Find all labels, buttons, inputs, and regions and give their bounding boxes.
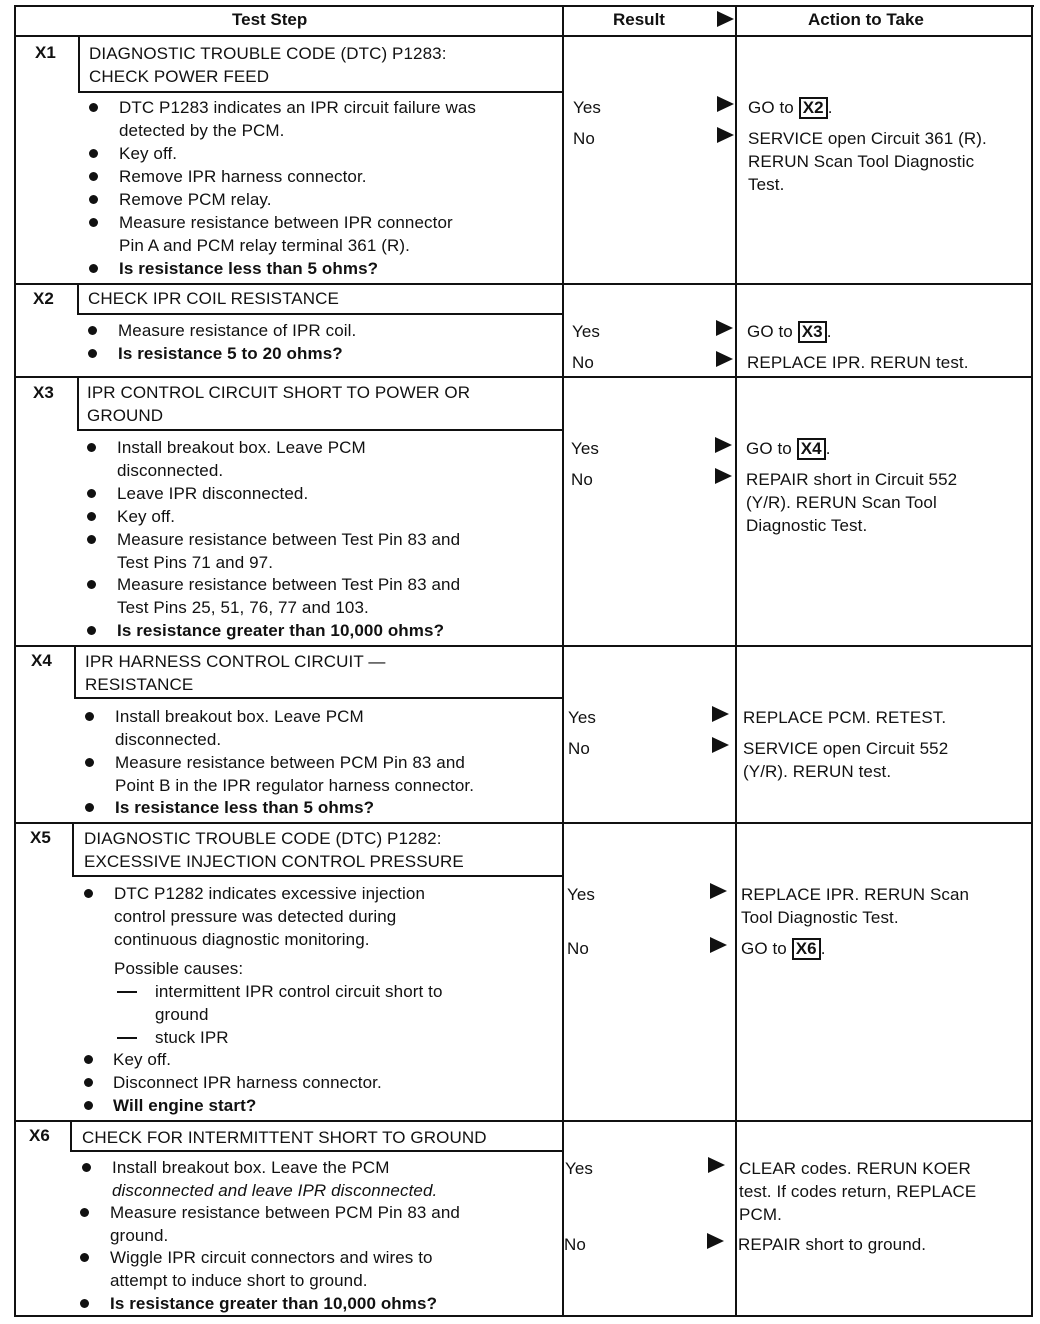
x2-code-sep: [77, 283, 79, 315]
bullet-icon: [85, 712, 94, 721]
border-top: [14, 5, 1034, 7]
action-yes: test. If codes return, REPLACE: [739, 1182, 977, 1201]
step-instruction: Install breakout box. Leave the PCM: [112, 1158, 390, 1177]
bullet-icon: [87, 580, 96, 589]
step-instruction: detected by the PCM.: [119, 121, 285, 140]
header-arrow-icon: [717, 11, 734, 27]
arrow-icon: [710, 883, 727, 899]
header-rule: [14, 35, 1033, 37]
step-title-line: CHECK IPR COIL RESISTANCE: [88, 289, 339, 308]
dash-icon: [117, 991, 137, 993]
result-yes: Yes: [565, 1159, 594, 1178]
step-code: X3: [33, 383, 54, 402]
x6-code-sep: [70, 1120, 72, 1152]
arrow-icon: [715, 437, 732, 453]
action-yes: REPLACE PCM. RETEST.: [743, 708, 947, 727]
step-instruction: Measure resistance between Test Pin 83 and: [117, 530, 461, 549]
action-yes: PCM.: [739, 1205, 782, 1224]
step-instruction: DTC P1282 indicates excessive injection: [114, 884, 425, 903]
causes-label: Possible causes:: [114, 959, 244, 978]
step-question: Is resistance less than 5 ohms?: [115, 798, 375, 817]
step-instruction: Key off.: [117, 507, 176, 526]
bullet-icon: [89, 264, 98, 273]
action-no: REPAIR short to ground.: [738, 1235, 927, 1254]
x3-code-sep: [77, 376, 79, 431]
step-code: X1: [35, 43, 56, 62]
step-instruction: Measure resistance between Test Pin 83 and: [117, 575, 461, 594]
step-code: X4: [31, 651, 52, 670]
action-no: RERUN Scan Tool Diagnostic: [748, 152, 975, 171]
step-instruction: continuous diagnostic monitoring.: [114, 930, 370, 949]
step-instruction: disconnected.: [115, 730, 222, 749]
arrow-icon: [715, 468, 732, 484]
header-result: Result: [613, 10, 665, 29]
result-no: No: [568, 739, 590, 758]
bullet-icon: [80, 1299, 89, 1308]
bullet-icon: [89, 172, 98, 181]
result-yes: Yes: [567, 885, 596, 904]
step-instruction: disconnected.: [117, 461, 224, 480]
step-code: X5: [30, 828, 51, 847]
bullet-icon: [87, 535, 96, 544]
step-instruction: Measure resistance between PCM Pin 83 and: [110, 1203, 460, 1222]
step-question: Will engine start?: [113, 1096, 257, 1115]
action-yes: Tool Diagnostic Test.: [741, 908, 899, 927]
border-bottom: [14, 1315, 1033, 1317]
step-instruction: attempt to induce short to ground.: [110, 1271, 368, 1290]
arrow-icon: [716, 320, 733, 336]
sep-x6: [14, 1120, 1033, 1122]
result-yes: Yes: [568, 708, 597, 727]
x2-title-rule: [77, 313, 564, 315]
step-title-line: IPR HARNESS CONTROL CIRCUIT —: [85, 652, 386, 671]
sep-x4: [14, 645, 1033, 647]
bullet-icon: [89, 149, 98, 158]
step-code: X2: [33, 289, 54, 308]
sep-x3: [14, 376, 1033, 378]
bullet-icon: [85, 758, 94, 767]
step-title-line: DIAGNOSTIC TROUBLE CODE (DTC) P1283:: [89, 44, 447, 63]
step-instruction: DTC P1283 indicates an IPR circuit failure was: [119, 98, 477, 117]
arrow-icon: [707, 1233, 724, 1249]
dash-icon: [117, 1037, 137, 1039]
step-instruction: Wiggle IPR circuit connectors and wires to: [110, 1248, 433, 1267]
x6-title-rule: [70, 1150, 564, 1152]
x4-code-sep: [74, 645, 76, 699]
action-no: (Y/R). RERUN Scan Tool: [746, 493, 937, 512]
sep-x2: [14, 283, 1033, 285]
action-no: Diagnostic Test.: [746, 516, 868, 535]
bullet-icon: [88, 349, 97, 358]
step-title-line: DIAGNOSTIC TROUBLE CODE (DTC) P1282:: [84, 829, 442, 848]
step-instruction: Remove IPR harness connector.: [119, 167, 367, 186]
action-yes: REPLACE IPR. RERUN Scan: [741, 885, 970, 904]
bullet-icon: [84, 1078, 93, 1087]
arrow-icon: [716, 351, 733, 367]
x1-title-rule: [78, 91, 564, 93]
step-question: Is resistance less than 5 ohms?: [119, 259, 379, 278]
step-instruction: Measure resistance between PCM Pin 83 and: [115, 753, 465, 772]
step-title-line: RESISTANCE: [85, 675, 194, 694]
x5-title-rule: [72, 875, 564, 877]
result-yes: Yes: [571, 439, 600, 458]
bullet-icon: [87, 443, 96, 452]
action-no: Test.: [748, 175, 785, 194]
step-instruction: Test Pins 25, 51, 76, 77 and 103.: [117, 598, 369, 617]
step-question: Is resistance greater than 10,000 ohms?: [117, 621, 445, 640]
bullet-icon: [87, 489, 96, 498]
step-title-line: EXCESSIVE INJECTION CONTROL PRESSURE: [84, 852, 464, 871]
arrow-icon: [717, 96, 734, 112]
step-instruction: control pressure was detected during: [114, 907, 397, 926]
result-no: No: [564, 1235, 586, 1254]
bullet-icon: [84, 1101, 93, 1110]
step-question: Is resistance greater than 10,000 ohms?: [110, 1294, 438, 1313]
bullet-icon: [85, 803, 94, 812]
bullet-icon: [89, 103, 98, 112]
step-instruction: Measure resistance between IPR connector: [119, 213, 453, 232]
step-instruction: disconnected and leave IPR disconnected.: [112, 1181, 438, 1200]
result-yes: Yes: [573, 98, 602, 117]
bullet-icon: [89, 195, 98, 204]
x4-title-rule: [74, 697, 564, 699]
step-instruction: Disconnect IPR harness connector.: [113, 1073, 382, 1092]
cause-item: stuck IPR: [155, 1028, 229, 1047]
step-title-line: CHECK FOR INTERMITTENT SHORT TO GROUND: [82, 1128, 487, 1147]
arrow-icon: [717, 127, 734, 143]
bullet-icon: [84, 889, 93, 898]
bullet-icon: [87, 512, 96, 521]
arrow-icon: [710, 937, 727, 953]
step-code: X6: [29, 1126, 50, 1145]
x3-title-rule: [77, 429, 564, 431]
cause-item: ground: [155, 1005, 209, 1024]
action-no: SERVICE open Circuit 361 (R).: [748, 129, 987, 148]
arrow-icon: [708, 1157, 725, 1173]
bullet-icon: [82, 1163, 91, 1172]
step-title-line: IPR CONTROL CIRCUIT SHORT TO POWER OR: [87, 383, 471, 402]
step-instruction: Install breakout box. Leave PCM: [115, 707, 364, 726]
bullet-icon: [89, 218, 98, 227]
action-yes: GO to X2 .: [748, 98, 833, 117]
step-title-line: GROUND: [87, 406, 164, 425]
cause-item: intermittent IPR control circuit short to: [155, 982, 443, 1001]
step-instruction: ground.: [110, 1226, 169, 1245]
arrow-icon: [712, 706, 729, 722]
action-yes: GO to X3 .: [747, 322, 832, 341]
step-instruction: Leave IPR disconnected.: [117, 484, 309, 503]
step-instruction: Key off.: [113, 1050, 172, 1069]
x1-code-sep: [78, 35, 80, 92]
result-no: No: [572, 353, 594, 372]
sep-x5: [14, 822, 1033, 824]
action-no: REPAIR short in Circuit 552: [746, 470, 958, 489]
step-instruction: Measure resistance of IPR coil.: [118, 321, 357, 340]
x5-code-sep: [72, 822, 74, 877]
action-yes: CLEAR codes. RERUN KOER: [739, 1159, 971, 1178]
bullet-icon: [84, 1055, 93, 1064]
header-test-step: Test Step: [232, 10, 308, 29]
action-no: REPLACE IPR. RERUN test.: [747, 353, 969, 372]
result-no: No: [567, 939, 589, 958]
bullet-icon: [88, 326, 97, 335]
step-title-line: CHECK POWER FEED: [89, 67, 270, 86]
action-no: GO to X6 .: [741, 939, 826, 958]
arrow-icon: [712, 737, 729, 753]
bullet-icon: [80, 1253, 89, 1262]
step-instruction: Key off.: [119, 144, 178, 163]
step-instruction: Install breakout box. Leave PCM: [117, 438, 366, 457]
result-no: No: [571, 470, 593, 489]
header-action: Action to Take: [808, 10, 924, 29]
step-instruction: Pin A and PCM relay terminal 361 (R).: [119, 236, 410, 255]
step-instruction: Point B in the IPR regulator harness connector.: [115, 776, 475, 795]
action-no: (Y/R). RERUN test.: [743, 762, 892, 781]
step-instruction: Remove PCM relay.: [119, 190, 272, 209]
action-no: SERVICE open Circuit 552: [743, 739, 949, 758]
step-question: Is resistance 5 to 20 ohms?: [118, 344, 343, 363]
step-instruction: Test Pins 71 and 97.: [117, 553, 274, 572]
result-no: No: [573, 129, 595, 148]
action-yes: GO to X4 .: [746, 439, 831, 458]
bullet-icon: [80, 1208, 89, 1217]
result-yes: Yes: [572, 322, 601, 341]
bullet-icon: [87, 626, 96, 635]
